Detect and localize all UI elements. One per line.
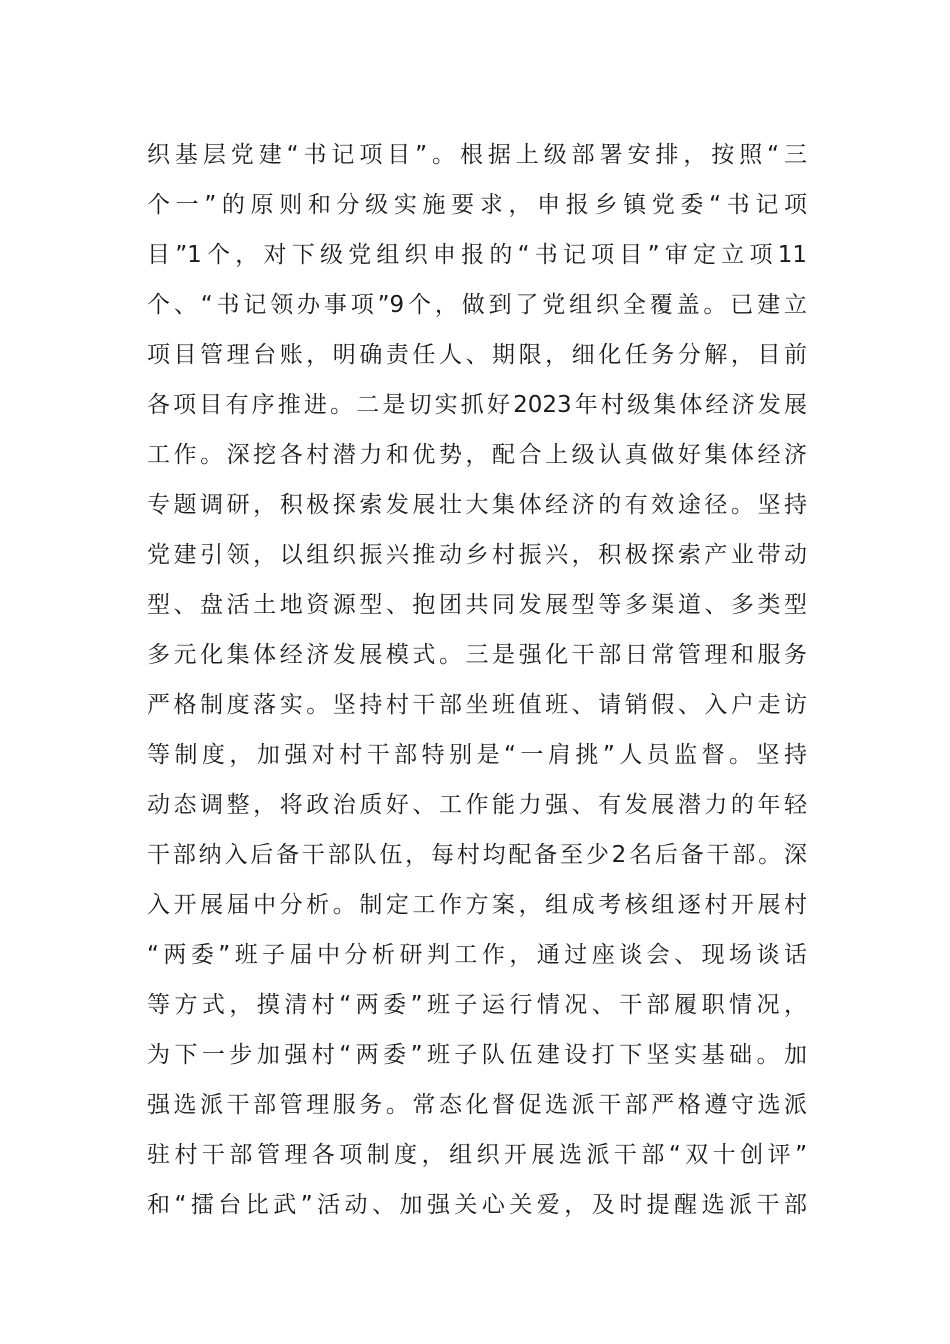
- text-line: 党建引领，以组织振兴推动乡村振兴，积极探索产业带动: [147, 542, 807, 568]
- text-line: 织基层党建“书记项目”。根据上级部署安排，按照“三: [147, 142, 807, 168]
- text-line: 工作。深挖各村潜力和优势，配合上级认真做好集体经济: [147, 442, 807, 468]
- text-line: 个一”的原则和分级实施要求，申报乡镇党委“书记项: [147, 192, 807, 218]
- text-line: 强选派干部管理服务。常态化督促选派干部严格遵守选派: [147, 1092, 807, 1118]
- text-line: 专题调研，积极探索发展壮大集体经济的有效途径。坚持: [147, 492, 807, 518]
- text-line: 入开展届中分析。制定工作方案，组成考核组逐村开展村: [147, 892, 807, 918]
- text-line: 型、盘活土地资源型、抱团共同发展型等多渠道、多类型: [147, 592, 807, 618]
- text-line: 为下一步加强村“两委”班子队伍建设打下坚实基础。加: [147, 1042, 807, 1068]
- text-line: 和“擂台比武”活动、加强关心关爱，及时提醒选派干部: [147, 1192, 807, 1218]
- body-text: [147, 130, 807, 1230]
- text-line: 多元化集体经济发展模式。三是强化干部日常管理和服务: [147, 642, 807, 668]
- text-line: 各项目有序推进。二是切实抓好2023年村级集体经济发展: [147, 392, 807, 418]
- text-line: 干部纳入后备干部队伍，每村均配备至少2名后备干部。深: [147, 842, 807, 868]
- text-line: 等制度，加强对村干部特别是“一肩挑”人员监督。坚持: [147, 742, 807, 768]
- text-line: 驻村干部管理各项制度，组织开展选派干部“双十创评”: [147, 1142, 807, 1168]
- text-line: 项目管理台账，明确责任人、期限，细化任务分解，目前: [147, 342, 807, 368]
- text-line: 动态调整，将政治质好、工作能力强、有发展潜力的年轻: [147, 792, 807, 818]
- text-line: 目”1个，对下级党组织申报的“书记项目”审定立项11: [147, 242, 807, 268]
- text-line: 严格制度落实。坚持村干部坐班值班、请销假、入户走访: [147, 692, 807, 718]
- text-line: 个、“书记领办事项”9个，做到了党组织全覆盖。已建立: [147, 292, 807, 318]
- text-line: “两委”班子届中分析研判工作，通过座谈会、现场谈话: [147, 942, 807, 968]
- text-line: 等方式，摸清村“两委”班子运行情况、干部履职情况，: [147, 992, 807, 1018]
